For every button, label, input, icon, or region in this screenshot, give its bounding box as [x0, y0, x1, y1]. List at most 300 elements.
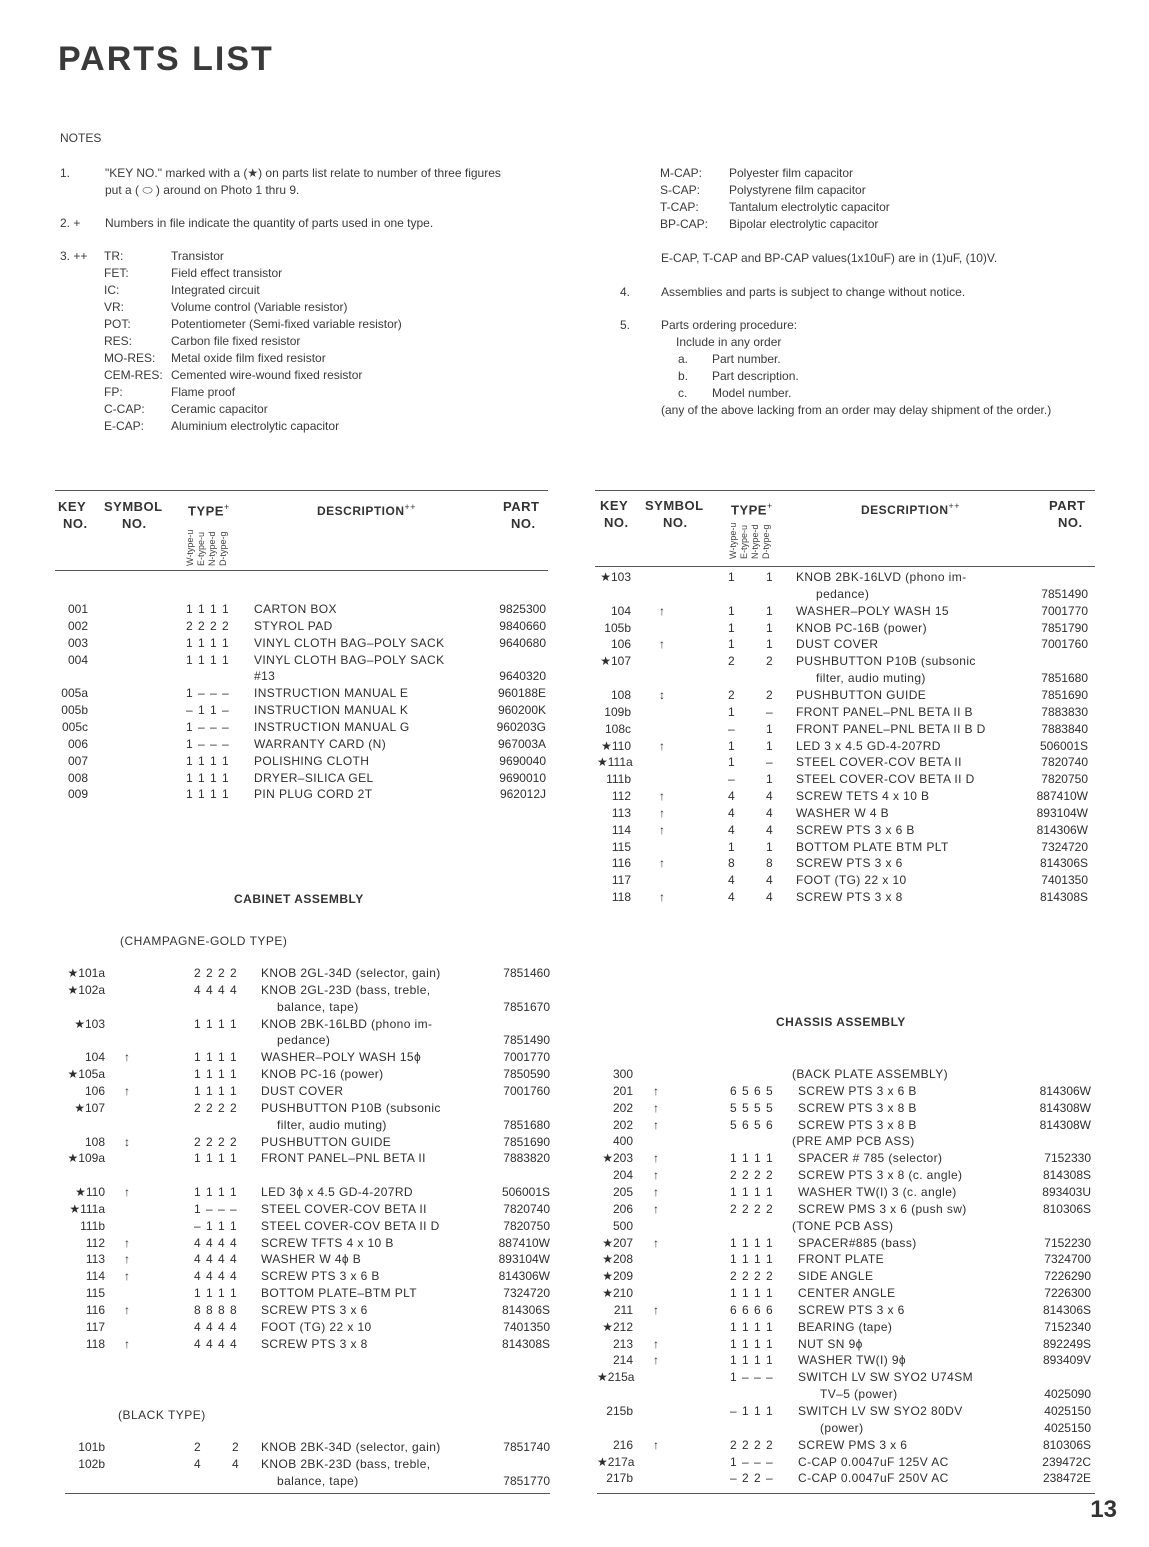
abbreviation-definition: Potentiometer (Semi-fixed variable resistor)	[171, 317, 402, 331]
key-number: 109b	[604, 704, 631, 719]
notes-heading: NOTES	[60, 131, 102, 145]
part-description: INSTRUCTION MANUAL E	[254, 686, 409, 701]
table-row	[597, 1100, 1097, 1117]
part-description: DRYER–SILICA GEL	[254, 770, 374, 785]
type-quantities: 2 2 2 2	[730, 1437, 774, 1452]
key-number: 002	[67, 618, 88, 633]
type-quantities: 6 6 6 6	[730, 1302, 774, 1317]
table-row	[58, 1473, 558, 1490]
table-row	[597, 1235, 1097, 1252]
header-key: KEY	[58, 499, 87, 514]
part-description: KNOB 2GL-34D (selector, gain)	[261, 966, 441, 980]
part-description: SWITCH LV SW SYO2 U74SM	[798, 1370, 974, 1385]
table-row	[597, 603, 1097, 620]
type-quantities: 1 –	[728, 755, 774, 770]
type-quantities: 1 – – –	[730, 1454, 774, 1469]
part-number: 9690040	[499, 753, 546, 768]
symbol-number: ↑	[659, 890, 665, 905]
table-row	[58, 1285, 558, 1302]
type-quantities: 2 2	[728, 687, 774, 702]
key-number: 202	[612, 1117, 633, 1132]
part-number: 810306S	[1042, 1201, 1091, 1216]
part-number: 814306W	[498, 1269, 550, 1284]
symbol-number: ↕	[124, 1134, 130, 1149]
part-number: 7152330	[1044, 1151, 1091, 1166]
part-number: 4025090	[1044, 1387, 1091, 1402]
page-number: 13	[1090, 1496, 1117, 1523]
part-number: 967003A	[497, 736, 546, 751]
note-5-number: 5.	[620, 318, 631, 332]
table-row	[597, 670, 1097, 687]
key-number: 105b	[604, 620, 631, 635]
note-5-subtext: Include in any order	[676, 335, 782, 349]
part-number: 7324720	[503, 1286, 550, 1301]
abbreviation-definition: Cemented wire-wound fixed resistor	[171, 368, 363, 382]
table-row	[58, 736, 558, 753]
part-description: FRONT PANEL–PNL BETA II B	[796, 704, 973, 719]
symbol-number: ↑	[124, 1336, 130, 1351]
type-quantities: 4 4 4 4	[194, 982, 238, 997]
type-quantities: 1 1 1 1	[186, 753, 230, 768]
ordering-item-text: Part number.	[712, 352, 781, 366]
abbreviation-definition: Polyester film capacitor	[729, 166, 854, 180]
type-quantities: 5 6 5 6	[730, 1117, 774, 1132]
part-description: SCREW PTS 3 x 6	[798, 1302, 905, 1317]
header-description-right: DESCRIPTION++	[861, 501, 961, 517]
type-quantities: 2 2 2 2	[186, 618, 230, 633]
table-row	[58, 1439, 558, 1456]
header-symbol-no-right: NO.	[663, 515, 688, 530]
type-quantities: 1 1 1 1	[730, 1151, 774, 1166]
part-description: FOOT (TG) 22 x 10	[261, 1319, 372, 1334]
ordering-item-text: Part description.	[712, 369, 799, 383]
part-description: SCREW PTS 3 x 8	[796, 890, 903, 905]
part-description: SCREW PTS 3 x 8	[261, 1336, 368, 1351]
part-description: KNOB 2BK-23D (bass, treble,	[261, 1456, 431, 1471]
part-number: 7851460	[503, 966, 550, 980]
table-row	[597, 889, 1097, 906]
abbreviation-term: S-CAP:	[660, 183, 701, 197]
abbreviation-definition: Flame proof	[171, 385, 236, 399]
part-description: FRONT PANEL–PNL BETA II	[261, 1151, 426, 1166]
abbreviation-term: FET:	[104, 266, 129, 280]
key-number: 118	[611, 890, 631, 905]
table-row	[597, 586, 1097, 603]
table-row	[58, 1235, 558, 1252]
part-description: #13	[254, 669, 276, 684]
table-row	[597, 1117, 1097, 1134]
symbol-number: ↑	[653, 1201, 659, 1216]
header-symbol-no: NO.	[122, 516, 147, 531]
part-description: SCREW PTS 3 x 6	[261, 1303, 368, 1317]
symbol-number: ↑	[124, 1235, 130, 1250]
symbol-number: ↑	[653, 1117, 659, 1132]
table-row	[58, 1184, 558, 1201]
key-number: 112	[611, 789, 631, 804]
key-number: 213	[612, 1336, 633, 1351]
part-description: LED 3 x 4.5 GD-4-207RD	[796, 738, 941, 753]
symbol-number: ↑	[659, 789, 665, 804]
table-row	[597, 1218, 1097, 1235]
table-row	[58, 1251, 558, 1268]
part-number: 7820740	[1041, 755, 1088, 770]
header-type-e: E-type-u	[196, 531, 206, 566]
type-quantities: – 1 1 1	[730, 1404, 774, 1418]
table-row	[597, 839, 1097, 856]
part-description: BEARING (tape)	[798, 1319, 893, 1334]
type-quantities: 2 2 2 2	[194, 1100, 238, 1115]
type-quantities: – 2 2 –	[730, 1471, 774, 1486]
part-description: WASHER TW(I) 3 (c. angle)	[798, 1184, 957, 1199]
part-number: 7883830	[1041, 704, 1088, 719]
part-number: 7883820	[503, 1151, 550, 1166]
abbreviation-definition: Carbon file fixed resistor	[171, 334, 301, 348]
table-rule-bottom-right	[597, 1493, 1095, 1494]
type-quantities: 1 1 1 1	[194, 1151, 238, 1166]
table-row	[58, 719, 558, 736]
abbreviation-definition: Metal oxide film fixed resistor	[171, 351, 326, 365]
table-row	[58, 982, 558, 999]
part-number: 814308W	[1039, 1117, 1091, 1132]
part-number: 506001S	[1039, 738, 1088, 753]
key-number: 115	[611, 839, 631, 854]
key-number: ★101a	[67, 966, 105, 980]
header-key-no: NO.	[63, 516, 88, 531]
header-type-n: N-type-d	[750, 524, 760, 559]
part-description: PUSHBUTTON P10B (subsonic	[796, 654, 976, 669]
table-rule-header-left	[55, 570, 548, 571]
part-description: KNOB 2BK-16LVD (phono im-	[796, 570, 967, 584]
part-description: (BACK PLATE ASSEMBLY)	[792, 1067, 949, 1081]
table-row	[58, 668, 558, 685]
key-number: ★107	[600, 654, 631, 669]
table-row	[58, 1268, 558, 1285]
note-2-text: Numbers in file indicate the quantity of parts used in one type.	[105, 216, 434, 230]
part-number: 7152230	[1044, 1235, 1091, 1250]
part-number: 7851770	[503, 1473, 550, 1488]
part-description: STEEL COVER-COV BETA II D	[261, 1218, 440, 1233]
table-row	[597, 687, 1097, 704]
part-description: SCREW PTS 3 x 6 B	[261, 1269, 380, 1284]
table-row	[597, 1336, 1097, 1353]
page-title: PARTS LIST	[58, 40, 274, 78]
ordering-item-text: Model number.	[712, 386, 792, 400]
part-description: KNOB PC-16B (power)	[796, 620, 927, 635]
type-quantities: 1 – – –	[186, 736, 230, 751]
key-number: ★109a	[67, 1151, 105, 1166]
type-quantities: 1 1 1 1	[194, 1016, 238, 1031]
part-number: 7226290	[1044, 1269, 1091, 1284]
type-quantities: 1 1 1 1	[730, 1319, 774, 1334]
part-description: WASHER W 4 B	[796, 805, 890, 820]
header-type-d: D-type-g	[761, 524, 771, 559]
table-row	[597, 620, 1097, 637]
part-description: SCREW PMS 3 x 6	[798, 1437, 908, 1452]
part-description: PUSHBUTTON GUIDE	[261, 1134, 392, 1149]
key-number: 117	[85, 1319, 105, 1334]
part-description: KNOB 2GL-23D (bass, treble,	[261, 982, 431, 997]
abbreviation-term: IC:	[104, 283, 120, 297]
abbreviation-definition: Transistor	[171, 249, 224, 263]
part-number: 7851680	[503, 1117, 550, 1132]
part-number: 7850590	[503, 1067, 550, 1082]
key-number: 005c	[61, 719, 88, 734]
type-quantities: 2 2 2 2	[194, 966, 238, 980]
key-number: 005b	[61, 703, 88, 718]
key-number: 001	[67, 602, 88, 616]
key-number: 108	[84, 1134, 105, 1149]
note-5-text: Parts ordering procedure:	[661, 318, 798, 332]
header-part: PART	[503, 499, 540, 514]
part-description: WASHER TW(I) 9ϕ	[798, 1353, 907, 1368]
key-number: 104	[84, 1050, 105, 1065]
abbreviation-term: TR:	[104, 249, 124, 263]
part-description: TV–5 (power)	[820, 1387, 898, 1402]
table-rule-header-right	[595, 566, 1095, 567]
symbol-number: ↑	[653, 1184, 659, 1199]
type-quantities: 1 1	[728, 738, 774, 753]
abbreviation-definition: Volume control (Variable resistor)	[171, 300, 348, 314]
key-number: ★107	[74, 1100, 105, 1115]
table-row	[58, 601, 558, 618]
part-number: 9825300	[499, 602, 546, 616]
type-quantities: 1 1 1 1	[730, 1353, 774, 1368]
table-row	[58, 1201, 558, 1218]
part-number: 7851490	[503, 1033, 550, 1048]
key-number: 108c	[604, 721, 631, 736]
key-number: 108	[610, 687, 631, 702]
part-description: VINYL CLOTH BAG–POLY SACK	[254, 635, 445, 650]
key-number: 117	[611, 873, 631, 888]
part-description: C-CAP 0.0047uF 125V AC	[798, 1454, 949, 1469]
part-number: 7851690	[1041, 687, 1088, 702]
part-description: WASHER–POLY WASH 15ϕ	[261, 1050, 422, 1065]
part-description: pedance)	[277, 1033, 331, 1048]
part-number: 962012J	[499, 787, 546, 802]
symbol-number: ↑	[659, 856, 665, 871]
part-number: 7820740	[503, 1201, 550, 1216]
part-description: SCREW PTS 3 x 8 (c. angle)	[798, 1168, 963, 1183]
table-row	[597, 653, 1097, 670]
table-row	[597, 704, 1097, 721]
table-row	[597, 855, 1097, 872]
key-number: 114	[611, 822, 631, 837]
abbreviation-term: T-CAP:	[660, 200, 699, 214]
type-quantities: 1 1	[728, 570, 774, 584]
type-quantities: 4 4 4 4	[194, 1235, 238, 1250]
part-description: STEEL COVER-COV BETA II	[261, 1201, 427, 1216]
abbreviation-definition: Tantalum electrolytic capacitor	[729, 200, 890, 214]
table-row	[58, 753, 558, 770]
part-number: 7851690	[503, 1134, 550, 1149]
part-number: 7851670	[503, 999, 550, 1014]
part-number: 7001770	[1041, 603, 1088, 618]
part-number: 7851790	[1041, 620, 1088, 635]
key-number: 102b	[78, 1456, 105, 1471]
key-number: 009	[67, 787, 88, 802]
type-quantities: – 1	[728, 772, 774, 787]
header-part-right: PART	[1049, 498, 1086, 513]
header-key-no-right: NO.	[604, 515, 629, 530]
table-row	[597, 1319, 1097, 1336]
table-row	[58, 618, 558, 635]
part-number: 814306S	[1039, 856, 1088, 871]
type-quantities: – 1	[728, 721, 774, 736]
table-row	[597, 1167, 1097, 1184]
part-description: STEEL COVER-COV BETA II	[796, 755, 962, 770]
part-number: 814308S	[1042, 1168, 1091, 1183]
header-symbol: SYMBOL	[104, 499, 163, 514]
type-quantities: 1 1	[728, 637, 774, 652]
note-5-footer: (any of the above lacking from an order may delay shipment of the order.)	[661, 403, 1052, 417]
type-quantities: 1 1 1 1	[730, 1286, 774, 1301]
symbol-number: ↑	[124, 1252, 130, 1267]
type-quantities: 1 – – –	[186, 719, 230, 734]
part-description: SPACER#885 (bass)	[798, 1235, 917, 1250]
table-row	[597, 788, 1097, 805]
abbreviation-definition: Field effect transistor	[171, 266, 283, 280]
part-number: 814306S	[501, 1303, 550, 1317]
table-row	[58, 786, 558, 803]
part-description: SCREW PTS 3 x 8 B	[798, 1100, 917, 1115]
part-description: SCREW PMS 3 x 6 (push sw)	[798, 1201, 967, 1216]
part-number: 960203G	[496, 719, 546, 734]
key-number: 006	[67, 736, 88, 751]
part-number: 9690010	[499, 770, 546, 785]
key-number: 214	[612, 1353, 633, 1368]
part-number: 9840660	[499, 618, 546, 633]
abbreviation-definition: Ceramic capacitor	[171, 402, 268, 416]
header-key-right: KEY	[600, 498, 629, 513]
table-row	[597, 1437, 1097, 1454]
part-description: INSTRUCTION MANUAL G	[254, 719, 410, 734]
abbreviation-term: C-CAP:	[104, 402, 145, 416]
table-row	[597, 1133, 1097, 1150]
symbol-number: ↑	[653, 1151, 659, 1166]
note-4-text: Assemblies and parts is subject to change without notice.	[661, 285, 966, 299]
key-number: ★217a	[597, 1454, 635, 1469]
note-1-line-2: put a ( ⬭ ) around on Photo 1 thru 9.	[105, 183, 300, 197]
note-4-number: 4.	[620, 285, 631, 299]
part-description: filter, audio muting)	[816, 671, 926, 686]
part-number: 7401350	[1041, 873, 1088, 888]
symbol-number: ↑	[124, 1050, 130, 1065]
key-number: ★208	[602, 1252, 633, 1267]
table-row	[58, 965, 558, 982]
part-number: 9640320	[499, 669, 546, 684]
key-number: ★103	[74, 1016, 105, 1031]
part-description: LED 3ϕ x 4.5 GD-4-207RD	[261, 1185, 413, 1200]
abbreviation-definition: Polystyrene film capacitor	[729, 183, 866, 197]
part-description: BOTTOM PLATE–BTM PLT	[261, 1286, 418, 1301]
table-row	[58, 1456, 558, 1473]
part-description: FRONT PANEL–PNL BETA II B D	[796, 721, 986, 736]
part-number: 893104W	[1036, 805, 1088, 820]
key-number: 202	[612, 1100, 633, 1115]
table-row	[597, 1251, 1097, 1268]
table-row	[58, 1117, 558, 1134]
part-number: 814306S	[1042, 1302, 1091, 1317]
part-description: WASHER W 4ϕ B	[261, 1252, 362, 1267]
part-description: SCREW PTS 3 x 6 B	[796, 822, 915, 837]
part-description: C-CAP 0.0047uF 250V AC	[798, 1471, 949, 1486]
type-quantities: 2 2 2 2	[194, 1134, 238, 1149]
symbol-number: ↑	[653, 1235, 659, 1250]
table-row	[58, 1302, 558, 1319]
key-number: ★110	[601, 738, 631, 753]
part-description: DUST COVER	[261, 1083, 344, 1098]
type-quantities: 1 1 1 1	[186, 787, 230, 802]
header-type-columns	[186, 520, 228, 566]
key-number: ★111a	[69, 1201, 105, 1216]
table-row	[58, 1134, 558, 1151]
table-row	[58, 1049, 558, 1066]
type-quantities: 1 1 1 1	[186, 602, 230, 616]
part-description: NUT SN 9ϕ	[798, 1336, 863, 1351]
part-number: 7001760	[503, 1083, 550, 1098]
table-row	[597, 1386, 1097, 1403]
symbol-number: ↑	[653, 1302, 659, 1317]
note-1-number: 1.	[60, 166, 71, 180]
key-number: 118	[85, 1336, 105, 1351]
key-number: 008	[67, 770, 88, 785]
type-quantities: 4 4	[194, 1456, 240, 1471]
part-description: SWITCH LV SW SYO2 80DV	[798, 1404, 963, 1418]
type-quantities: 1 1 1 1	[194, 1185, 238, 1200]
type-quantities: 2 2	[194, 1440, 240, 1454]
part-description: POLISHING CLOTH	[254, 753, 370, 768]
type-quantities: 1 1 1 1	[194, 1050, 238, 1065]
part-number: 7324720	[1041, 839, 1088, 854]
header-type-w: W-type-u	[728, 522, 738, 559]
part-number: 814308W	[1039, 1100, 1091, 1115]
part-description: KNOB PC-16 (power)	[261, 1067, 384, 1082]
abbreviation-term: MO-RES:	[104, 351, 156, 365]
part-description: SCREW PTS 3 x 6	[796, 856, 903, 871]
type-quantities: 1 1	[728, 839, 774, 854]
key-number: 215b	[606, 1404, 633, 1418]
key-number: ★210	[602, 1286, 633, 1301]
part-description: (power)	[820, 1420, 864, 1435]
table-row	[58, 770, 558, 787]
part-number: 893403U	[1042, 1184, 1091, 1199]
type-quantities: 1 1 1 1	[730, 1235, 774, 1250]
header-part-no: NO.	[511, 516, 536, 531]
part-number: 887410W	[1036, 789, 1088, 804]
key-number: 112	[85, 1235, 105, 1250]
part-number: 7324700	[1044, 1252, 1091, 1267]
part-description: PIN PLUG CORD 2T	[254, 787, 373, 802]
ordering-item-letter: c.	[678, 386, 688, 400]
type-quantities: 2 2 2 2	[730, 1201, 774, 1216]
table-row	[597, 636, 1097, 653]
header-type-n: N-type-d	[207, 531, 217, 566]
type-quantities: 6 5 6 5	[730, 1083, 774, 1098]
type-quantities: 4 4	[728, 873, 774, 888]
capacitor-values-note: E-CAP, T-CAP and BP-CAP values(1x10uF) are in (1)uF, (10)V.	[661, 251, 998, 265]
table-row	[58, 1100, 558, 1117]
note-3-number: 3. ++	[60, 249, 88, 263]
table-row	[597, 1285, 1097, 1302]
symbol-number: ↑	[659, 603, 665, 618]
part-description: STEEL COVER-COV BETA II D	[796, 772, 975, 787]
chassis-assembly-title: CHASSIS ASSEMBLY	[776, 1015, 906, 1029]
table-row	[597, 1066, 1097, 1083]
type-quantities: 1 – – –	[186, 686, 230, 701]
type-quantities: 1 –	[728, 704, 774, 719]
abbreviation-definition: Aluminium electrolytic capacitor	[171, 419, 340, 433]
type-quantities: 2 2 2 2	[730, 1269, 774, 1284]
